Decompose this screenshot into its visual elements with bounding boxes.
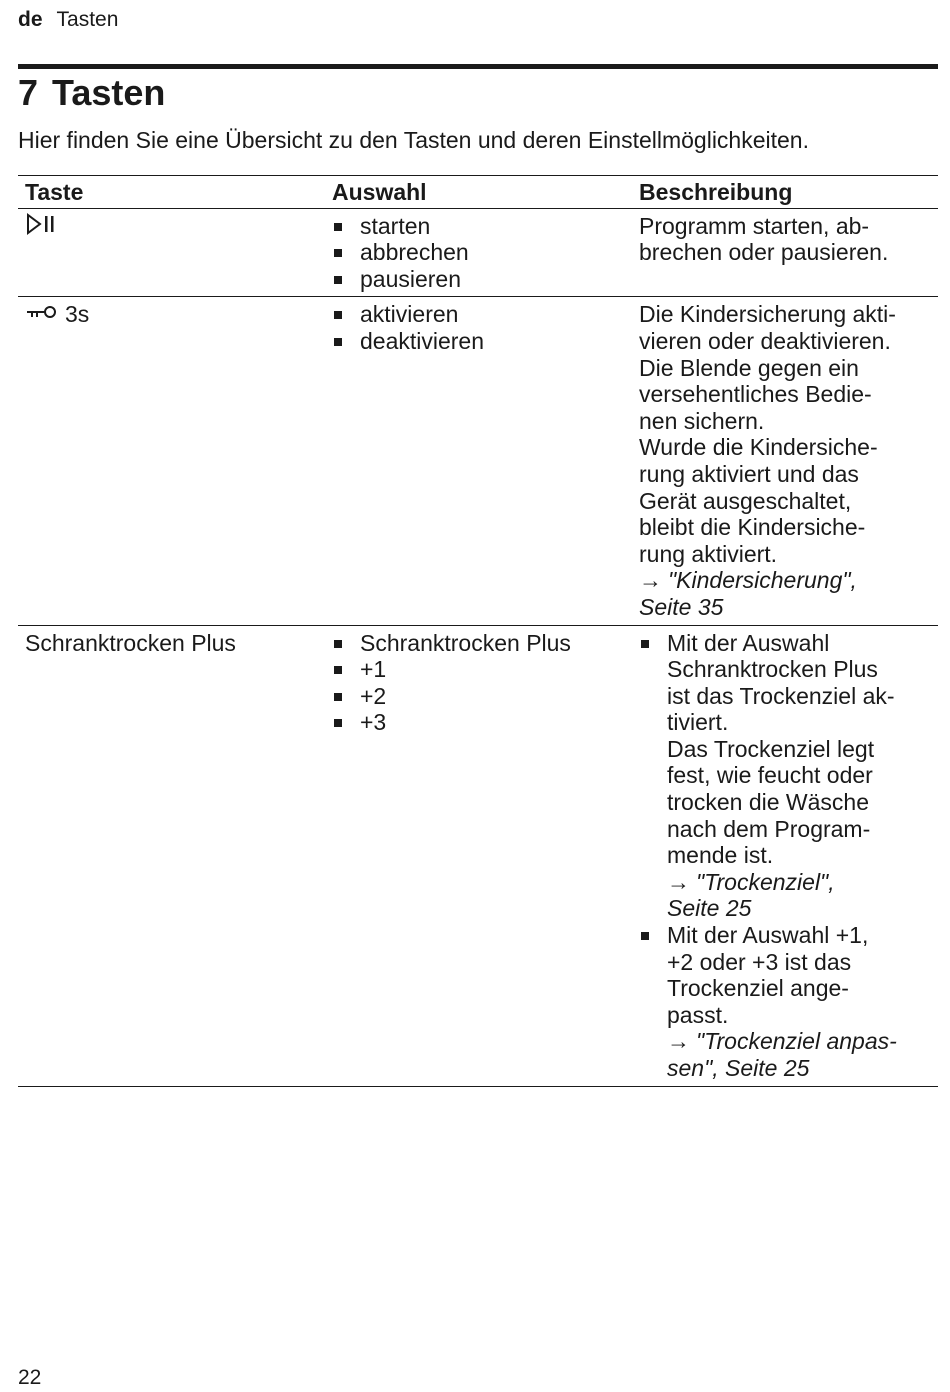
key-lock-icon bbox=[25, 305, 59, 325]
description-line: rung aktiviert. bbox=[639, 540, 778, 567]
description-line: Mit der Auswahl bbox=[667, 629, 830, 656]
key-cell bbox=[18, 297, 325, 625]
key-cell bbox=[18, 208, 325, 297]
description-line: trocken die Wäsche bbox=[667, 789, 869, 816]
key-label: Schranktrocken Plus bbox=[25, 629, 236, 656]
description-line: Die Blende gegen ein bbox=[639, 354, 859, 381]
chapter-number: 7 bbox=[18, 72, 39, 113]
options-cell bbox=[325, 625, 632, 1086]
options-list bbox=[332, 301, 632, 354]
cross-reference-page[interactable]: Seite 25 bbox=[667, 895, 752, 922]
description-line: nach dem Program- bbox=[667, 815, 871, 842]
option-item: +3 bbox=[332, 709, 632, 736]
description-line: Trockenziel ange- bbox=[667, 975, 849, 1002]
page-number: 22 bbox=[18, 1366, 42, 1389]
column-header-taste: Taste bbox=[18, 176, 325, 209]
option-item: starten bbox=[332, 213, 632, 240]
table-header-row bbox=[18, 176, 938, 209]
description-line: mende ist. bbox=[667, 842, 774, 869]
options-list bbox=[332, 630, 632, 736]
description-cell bbox=[632, 297, 938, 625]
intro-text: Hier finden Sie eine Übersicht zu den Tasten und deren Einstellmöglichkeiten. bbox=[18, 127, 809, 153]
description-item bbox=[639, 630, 938, 923]
description-line: Programm starten, ab- bbox=[639, 212, 870, 239]
cross-reference-link[interactable] bbox=[667, 1028, 938, 1055]
table-row bbox=[18, 625, 938, 1086]
description-line: tiviert. bbox=[667, 709, 729, 736]
keys-table bbox=[18, 175, 938, 1087]
column-header-beschreibung: Beschreibung bbox=[632, 176, 938, 209]
cross-reference-text: "Trockenziel", bbox=[696, 868, 835, 895]
start-pause-icon bbox=[25, 213, 57, 235]
option-item: +1 bbox=[332, 656, 632, 683]
description-line: +2 oder +3 ist das bbox=[667, 948, 852, 975]
cross-reference-link[interactable] bbox=[639, 567, 938, 594]
description-cell bbox=[632, 208, 938, 297]
description-item bbox=[639, 922, 938, 1082]
description-line: fest, wie feucht oder bbox=[667, 762, 873, 789]
running-header bbox=[18, 8, 118, 32]
description-list bbox=[639, 630, 938, 1082]
description-line: brechen oder pausieren. bbox=[639, 239, 889, 266]
language-code: de bbox=[18, 8, 43, 31]
description-cell bbox=[632, 625, 938, 1086]
chapter-title bbox=[18, 72, 165, 114]
options-list bbox=[332, 213, 632, 293]
cross-reference-text: "Kindersicherung", bbox=[668, 567, 857, 594]
option-item: +2 bbox=[332, 683, 632, 710]
running-header-section: Tasten bbox=[56, 8, 119, 31]
arrow-right-icon: → bbox=[667, 1028, 690, 1055]
description-line: versehentliches Bedie- bbox=[639, 381, 872, 408]
column-header-auswahl: Auswahl bbox=[325, 176, 632, 209]
options-cell bbox=[325, 208, 632, 297]
option-item: abbrechen bbox=[332, 239, 632, 266]
option-item: deaktivieren bbox=[332, 328, 632, 355]
description-line: Das Trockenziel legt bbox=[667, 735, 875, 762]
cross-reference-link[interactable] bbox=[667, 869, 938, 896]
description-line: Mit der Auswahl +1, bbox=[667, 922, 869, 949]
cross-reference-page[interactable]: sen", Seite 25 bbox=[667, 1055, 810, 1081]
description-line: Schranktrocken Plus bbox=[667, 656, 878, 683]
key-label: 3s bbox=[65, 301, 90, 328]
description-line: vieren oder deaktivieren. bbox=[639, 327, 891, 354]
description-line: passt. bbox=[667, 1001, 729, 1028]
description-line: Gerät ausgeschaltet, bbox=[639, 487, 852, 514]
table-row bbox=[18, 208, 938, 297]
description-line: Die Kindersicherung akti- bbox=[639, 301, 896, 328]
description-line: Wurde die Kindersiche- bbox=[639, 434, 878, 461]
description-line: ist das Trockenziel ak- bbox=[667, 682, 895, 709]
description-line: rung aktiviert und das bbox=[639, 460, 859, 487]
options-cell bbox=[325, 297, 632, 625]
description-line: nen sichern. bbox=[639, 407, 765, 434]
chapter-title-text: Tasten bbox=[52, 72, 166, 113]
arrow-right-icon: → bbox=[639, 567, 662, 594]
cross-reference-text: "Trockenziel anpas- bbox=[696, 1028, 897, 1055]
option-item: pausieren bbox=[332, 266, 632, 293]
option-item: Schranktrocken Plus bbox=[332, 630, 632, 657]
key-cell bbox=[18, 625, 325, 1086]
description-line: bleibt die Kindersiche- bbox=[639, 514, 866, 541]
table-row bbox=[18, 297, 938, 625]
cross-reference-page[interactable]: Seite 35 bbox=[639, 593, 724, 620]
chapter-rule bbox=[18, 64, 938, 69]
option-item: aktivieren bbox=[332, 301, 632, 328]
arrow-right-icon: → bbox=[667, 868, 690, 895]
